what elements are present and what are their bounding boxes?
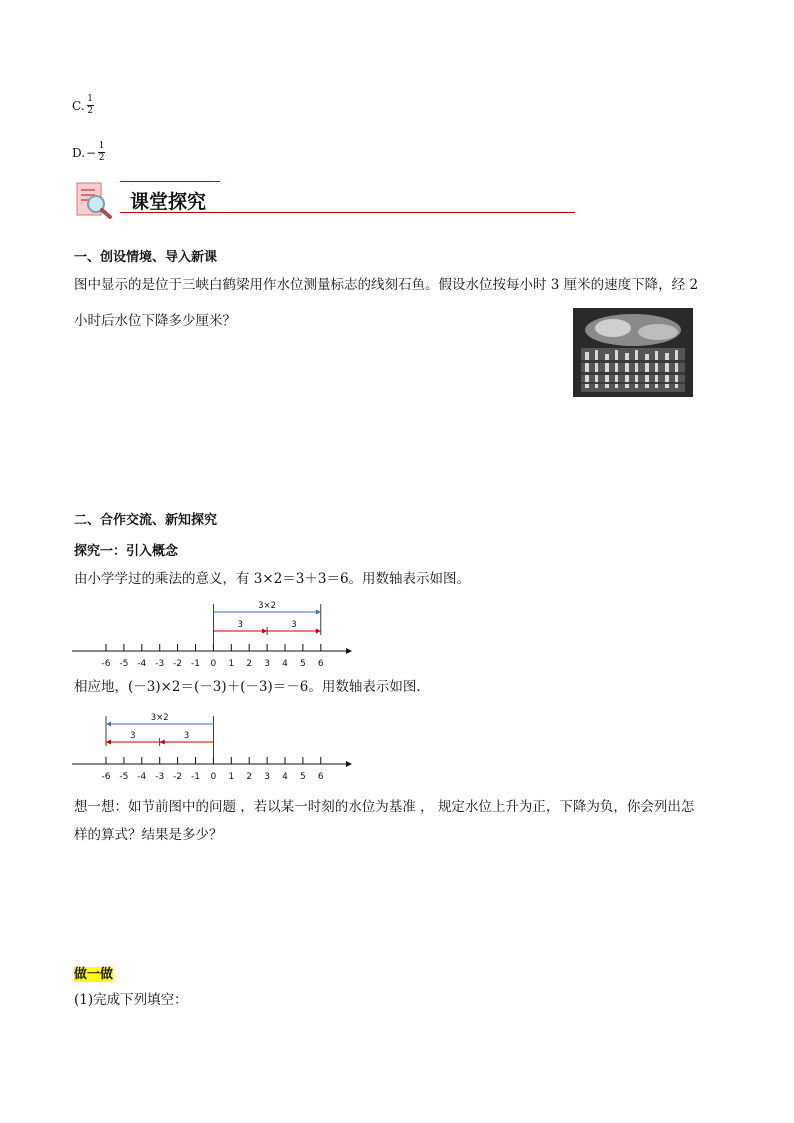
numberline1-tick-label: 2 bbox=[246, 659, 253, 669]
numberline1-tick-label: -4 bbox=[137, 659, 147, 669]
think-line1: 想一想：如节前图中的问题 ，若以某一时刻的水位为基准 ， 规定水位上升为正，下降为负，你会列出怎 bbox=[74, 799, 695, 815]
numberline2-total-arrowhead bbox=[106, 722, 111, 727]
numberline1-tick-label: 4 bbox=[282, 659, 288, 669]
numberline1-seg2-arrowhead bbox=[316, 629, 321, 634]
numberline2-tick-label: 3 bbox=[264, 772, 270, 780]
option-c-fraction bbox=[87, 95, 94, 116]
numberline2-tick-label: 2 bbox=[246, 772, 253, 780]
section-top-rule bbox=[120, 181, 220, 182]
numberline2-tick-label: -3 bbox=[155, 772, 165, 780]
numberline1-tick-label: 0 bbox=[210, 659, 217, 669]
numberline2-seg2-label: 3 bbox=[130, 731, 136, 741]
option-d-sign: − bbox=[86, 145, 97, 160]
numberline2-tick-label: -2 bbox=[173, 772, 183, 780]
numberline2-tick-label: 1 bbox=[228, 772, 235, 780]
doit-heading bbox=[74, 963, 113, 982]
numberline1-seg1-label: 3 bbox=[237, 620, 243, 630]
numberline1-seg2-label: 3 bbox=[291, 620, 297, 630]
number-line-1 bbox=[70, 598, 360, 672]
number-line-2 bbox=[70, 706, 360, 780]
section-underline bbox=[120, 212, 575, 213]
explore1-text2: 相应地，(－3)×2＝(－3)＋(－3)＝－6。用数轴表示如图. bbox=[74, 679, 421, 695]
part1-line2: 小时后水位下降多少厘米？ bbox=[74, 313, 236, 329]
option-c bbox=[72, 95, 94, 116]
stone-fish-photo bbox=[573, 308, 693, 397]
part1-line1: 图中显示的是位于三峡白鹤梁用作水位测量标志的线刻石鱼。假设水位按每小时 3 厘米的速度下降，经 2 bbox=[74, 277, 699, 293]
number-line-2-axis bbox=[72, 761, 352, 767]
think-line2: 样的算式？结果是多少？ bbox=[74, 827, 223, 843]
numberline1-tick-label: 6 bbox=[317, 659, 324, 669]
numberline2-tick-label: -6 bbox=[101, 772, 111, 780]
part2-heading: 二、合作交流、新知探究 bbox=[74, 513, 218, 528]
option-c-label: C. bbox=[72, 98, 85, 113]
numberline2-tick-label: 4 bbox=[282, 772, 288, 780]
numberline2-seg1-arrowhead bbox=[160, 740, 165, 745]
option-c-denominator: 2 bbox=[87, 106, 93, 116]
numberline2-total-label: 3×2 bbox=[150, 713, 169, 723]
numberline2-tick-label: 0 bbox=[210, 772, 217, 780]
magnifier-document-icon bbox=[74, 180, 114, 220]
option-c-numerator: 1 bbox=[87, 94, 93, 104]
doit-heading-text: 做一做 bbox=[74, 967, 114, 982]
numberline1-tick-label: -5 bbox=[119, 659, 129, 669]
explore1-text1: 由小学学过的乘法的意义，有 3×2＝3＋3＝6。用数轴表示如图。 bbox=[74, 571, 471, 587]
option-d-numerator: 1 bbox=[98, 141, 105, 151]
numberline2-tick-label: -4 bbox=[137, 772, 147, 780]
part1-heading: 一、创设情境、导入新课 bbox=[74, 250, 218, 265]
option-d-denominator: 2 bbox=[98, 153, 105, 163]
numberline1-tick-label: -3 bbox=[155, 659, 165, 669]
numberline1-tick-label: 5 bbox=[300, 659, 306, 669]
numberline2-tick-label: -1 bbox=[191, 772, 200, 780]
option-d-fraction bbox=[98, 142, 105, 163]
section-title: 课堂探究 bbox=[130, 191, 207, 213]
numberline2-seg1-label: 3 bbox=[183, 731, 190, 741]
numberline1-tick-label: -6 bbox=[101, 659, 111, 669]
numberline1-tick-label: -2 bbox=[173, 659, 183, 669]
doit-item1: (1)完成下列填空： bbox=[74, 992, 188, 1008]
option-d-label: D. bbox=[72, 145, 86, 160]
numberline1-tick-label: 1 bbox=[228, 659, 235, 669]
option-d bbox=[72, 142, 105, 163]
numberline2-tick-label: 6 bbox=[317, 772, 324, 780]
numberline2-seg2-arrowhead bbox=[106, 740, 111, 745]
explore1-heading: 探究一：引入概念 bbox=[74, 544, 179, 559]
numberline1-total-arrowhead bbox=[316, 610, 321, 615]
numberline1-total-label: 3×2 bbox=[258, 601, 277, 611]
numberline1-tick-label: 3 bbox=[264, 659, 270, 669]
number-line-1-axis bbox=[72, 648, 352, 654]
numberline1-tick-label: -1 bbox=[191, 659, 200, 669]
numberline2-tick-label: -5 bbox=[119, 772, 129, 780]
numberline2-tick-label: 5 bbox=[300, 772, 306, 780]
numberline1-seg1-arrowhead bbox=[262, 629, 267, 634]
